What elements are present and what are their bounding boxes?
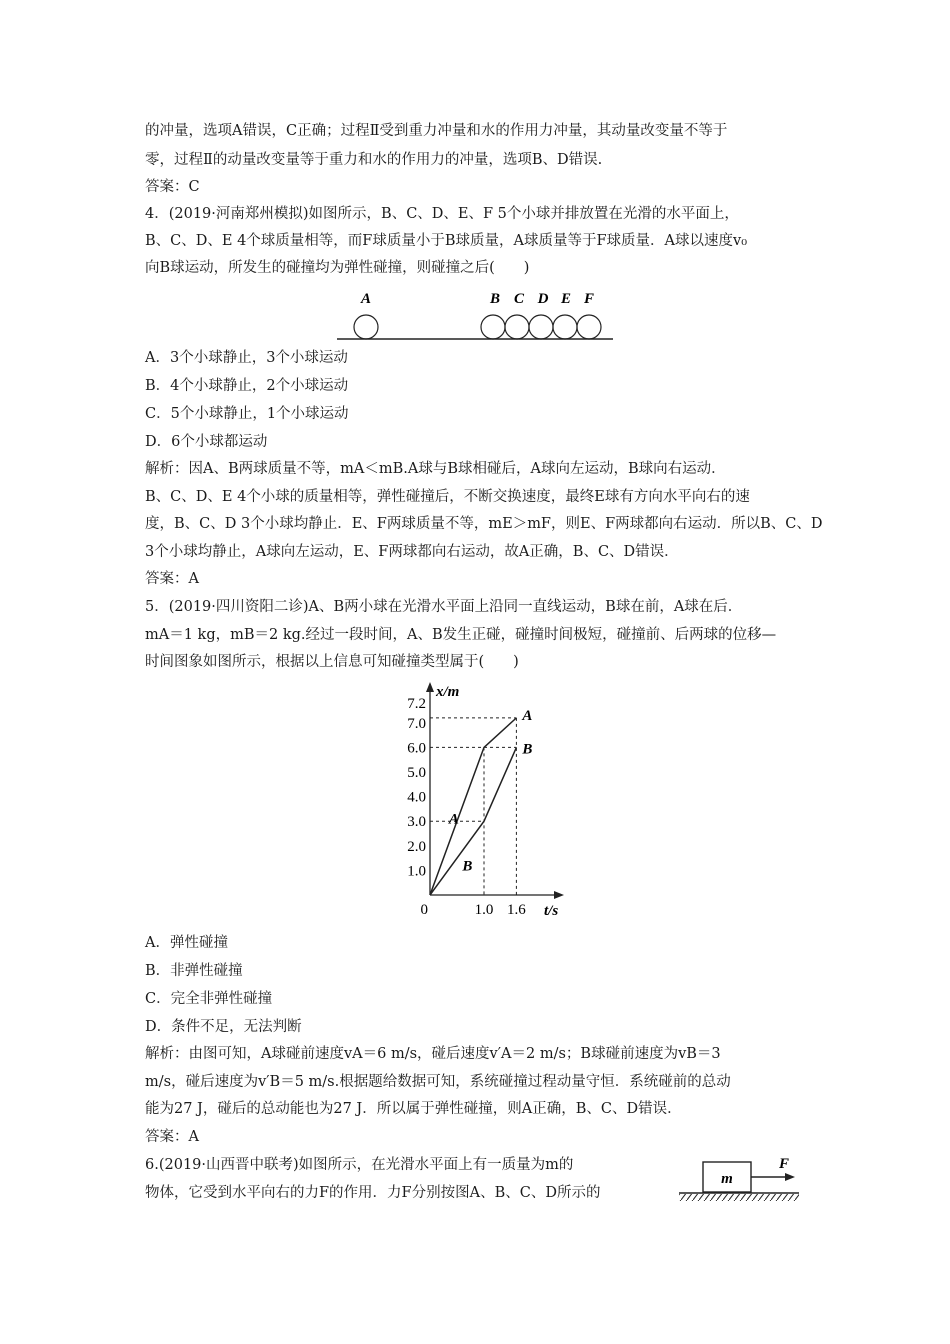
answer-line: 答案：A [145, 1129, 199, 1145]
analysis-line: 能为27 J，碰后的总动能也为27 J．所以属于弹性碰撞，则A正确，B、C、D错误． [145, 1101, 682, 1117]
ball-label-c: C [513, 291, 525, 307]
y-tick-label: 6.0 [407, 740, 426, 757]
xt-chart [370, 680, 610, 920]
analysis-line: 解析：由图可知，A球碰前速度vA＝6 m/s，碰后速度v′A＝2 m/s；B球碰前速度为vB＝3 [145, 1046, 721, 1062]
answer-line: 答案：C [145, 179, 200, 195]
option-line: B．非弹性碰撞 [145, 963, 243, 979]
analysis-line: 解析：因A、B两球质量不等，mA＜mB.A球与B球相碰后，A球向左运动，B球向右运动． [145, 461, 726, 477]
question-5-line: 时间图象如图所示，根据以上信息可知碰撞类型属于( ) [145, 654, 519, 670]
ball-f [577, 315, 601, 339]
option-line: A．3个小球静止，3个小球运动 [145, 350, 348, 366]
x-axis-arrow [554, 891, 564, 899]
y-axis-label: x/m [436, 684, 460, 700]
question-4-line: 向B球运动，所发生的碰撞均为弹性碰撞，则碰撞之后( ) [145, 260, 530, 276]
ball-d [529, 315, 553, 339]
question-4-line: 4．(2019·河南郑州模拟)如图所示，B、C、D、E、F 5个小球并排放置在光滑的水平面上， [145, 206, 739, 222]
analysis-line: 度，B、C、D 3个小球均静止．E、F两球质量不等，mE＞mF，则E、F两球都向右运动．所以B、C、D [145, 516, 823, 532]
series-a-mid-label: A [448, 811, 459, 828]
y-tick-label: 7.0 [407, 715, 426, 732]
ball-label-f: F [583, 291, 595, 307]
y-tick-label: 1.0 [407, 863, 426, 880]
option-line: C．5个小球静止，1个小球运动 [145, 406, 349, 422]
analysis-line: 3个小球均静止，A球向左运动，E、F两球都向右运动，故A正确，B、C、D错误． [145, 544, 679, 560]
ball-c [505, 315, 529, 339]
y-tick-label: 4.0 [407, 789, 426, 806]
text-line: 的冲量，选项A错误，C正确；过程Ⅱ受到重力冲量和水的作用力冲量，其动量改变量不等于 [145, 123, 728, 139]
question-4-line: B、C、D、E 4个球质量相等，而F球质量小于B球质量，A球质量等于F球质量．A球以速度v₀ [145, 233, 748, 249]
x-axis-label: t/s [544, 903, 559, 919]
option-line: D．条件不足，无法判断 [145, 1019, 302, 1035]
ball-a [354, 315, 378, 339]
y-tick-label: 7.2 [407, 695, 426, 712]
series-b-mid-label: B [462, 858, 473, 875]
y-tick-label: 5.0 [407, 765, 426, 781]
text-line: 零，过程Ⅱ的动量改变量等于重力和水的作用力的冲量，选项B、D错误. [145, 152, 603, 168]
block-force-figure [675, 1152, 805, 1210]
analysis-line: m/s，碰后速度为v′B＝5 m/s.根据题给数据可知，系统碰撞过程动量守恒．系统碰前的总动 [145, 1074, 731, 1090]
ball-label-a: A [360, 291, 372, 307]
series-a-line [430, 718, 516, 895]
force-arrow-head [785, 1173, 795, 1181]
x-tick-label: 0 [420, 902, 428, 918]
balls-figure [335, 287, 620, 347]
x-tick-label: 1.0 [474, 902, 494, 918]
ground-hatch [679, 1194, 799, 1201]
question-6-line: 物体，它受到水平向右的力F的作用．力F分别按图A、B、C、D所示的 [145, 1185, 601, 1201]
force-label: F [779, 1156, 790, 1172]
option-line: D．6个小球都运动 [145, 434, 268, 450]
y-axis-arrow [426, 682, 434, 692]
x-tick-label: 1.6 [507, 902, 526, 918]
y-tick-label: 2.0 [407, 838, 426, 855]
ball-label-e: E [560, 291, 572, 307]
option-line: B．4个小球静止，2个小球运动 [145, 378, 349, 394]
block-mass-label: m [721, 1171, 733, 1187]
ball-label-d: D [537, 291, 549, 307]
y-tick-label: 3.0 [407, 814, 426, 831]
question-5-line: mA＝1 kg，mB＝2 kg.经过一段时间，A、B发生正碰，碰撞时间极短，碰撞前、后两球的位移— [145, 627, 777, 643]
ball-label-b: B [489, 291, 501, 307]
ball-b [481, 315, 505, 339]
option-line: C．完全非弹性碰撞 [145, 991, 273, 1007]
question-5-line: 5．(2019·四川资阳二诊)A、B两小球在光滑水平面上沿同一直线运动，B球在前，A球在后． [145, 599, 743, 615]
series-b-end-label: B [522, 741, 533, 758]
answer-line: 答案：A [145, 571, 199, 587]
option-line: A．弹性碰撞 [145, 935, 228, 951]
ball-e [553, 315, 577, 339]
series-a-end-label: A [522, 707, 533, 724]
question-6-line: 6.(2019·山西晋中联考)如图所示，在光滑水平面上有一质量为m的 [145, 1157, 574, 1173]
analysis-line: B、C、D、E 4个小球的质量相等，弹性碰撞后，不断交换速度，最终E球有方向水平向右的速 [145, 489, 750, 505]
